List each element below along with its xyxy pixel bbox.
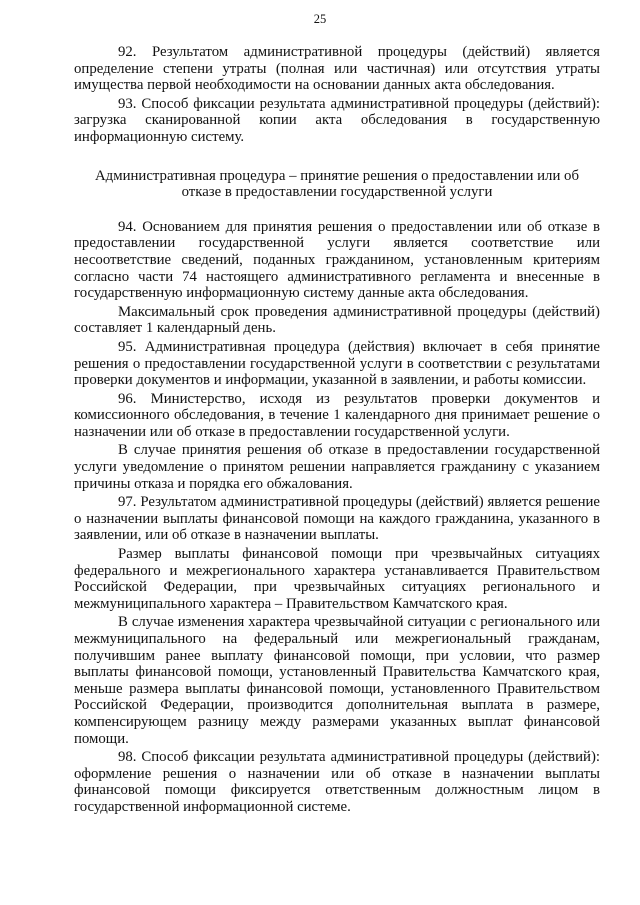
paragraph-96: 96. Министерство, исходя из результатов проверки документов и комиссионного обследования, в течение 1 календарного дня принимает решение о назначении или об отказе в предоставлении государственной услуги. (74, 390, 600, 440)
paragraph-97: 97. Результатом административной процедуры (действий) является решение о назначении выплаты финансовой помощи на каждого гражданина, указанного в заявлении, или об отказе в назначении выплаты. (74, 494, 600, 544)
page-number: 25 (313, 12, 327, 26)
paragraph-94: 94. Основанием для принятия решения о предоставлении или об отказе в предоставлении государственной услуги является соответствие или несоответствие сведений, поданных гражданином, установленным критериям согласно части 74 настоящего административного регламента и внесенные в государственную информационную систему данные акта обследования. (74, 218, 600, 302)
paragraph-96-refusal: В случае принятия решения об отказе в предоставлении государственной услуги уведомление о принятом решении направляется гражданину с указанием причины отказа и порядка его обжалования. (74, 442, 600, 492)
paragraph-95: 95. Административная процедура (действия) включает в себя принятие решения о предоставлении государственной услуги в соответствии с результатами проверки документов и информации, указанной в заявлении, и работы комиссии. (74, 338, 600, 389)
paragraph-98: 98. Способ фиксации результата административной процедуры (действий): оформление решения о назначении или об отказе в назначении выплаты финансовой помощи фиксируется ответственным должностным лицом в государственной информационной системе. (74, 749, 600, 815)
paragraph-92: 92. Результатом административной процедуры (действий) является определение степени утраты (полная или частичная) или отсутствия утраты имущества первой необходимости на основании данных акта обследования. (74, 44, 600, 94)
paragraph-97-change: В случае изменения характера чрезвычайной ситуации с регионального или межмуниципального на федеральный или межрегиональный гражданам, получившим ранее выплату финансовой помощи, при условии, что размер выплаты финансовой помощи, установленный Правительства Камчатского края, меньше размера выплаты финансовой помощи, установленного Правительством Российской Федерации, производится дополнительная выплата в размере, компенсирующем разницу между размерами указанных выплат финансовой помощи. (74, 614, 600, 747)
paragraph-94-term: Максимальный срок проведения административной процедуры (действий) составляет 1 календарный день. (74, 303, 600, 337)
paragraph-97-amount: Размер выплаты финансовой помощи при чрезвычайных ситуациях федерального и межрегионального характера устанавливается Правительством Российской Федерации, при чрезвычайных ситуациях регионального и межмуниципального характера – Правительством Камчатского края. (74, 546, 600, 612)
section-heading: Административная процедура – принятие решения о предоставлении или об отказе в предоставлении государственной услуги (95, 167, 579, 201)
paragraph-93: 93. Способ фиксации результата административной процедуры (действий): загрузка сканированной копии акта обследования в государственную информационную систему. (74, 95, 600, 145)
document-body (74, 44, 600, 818)
